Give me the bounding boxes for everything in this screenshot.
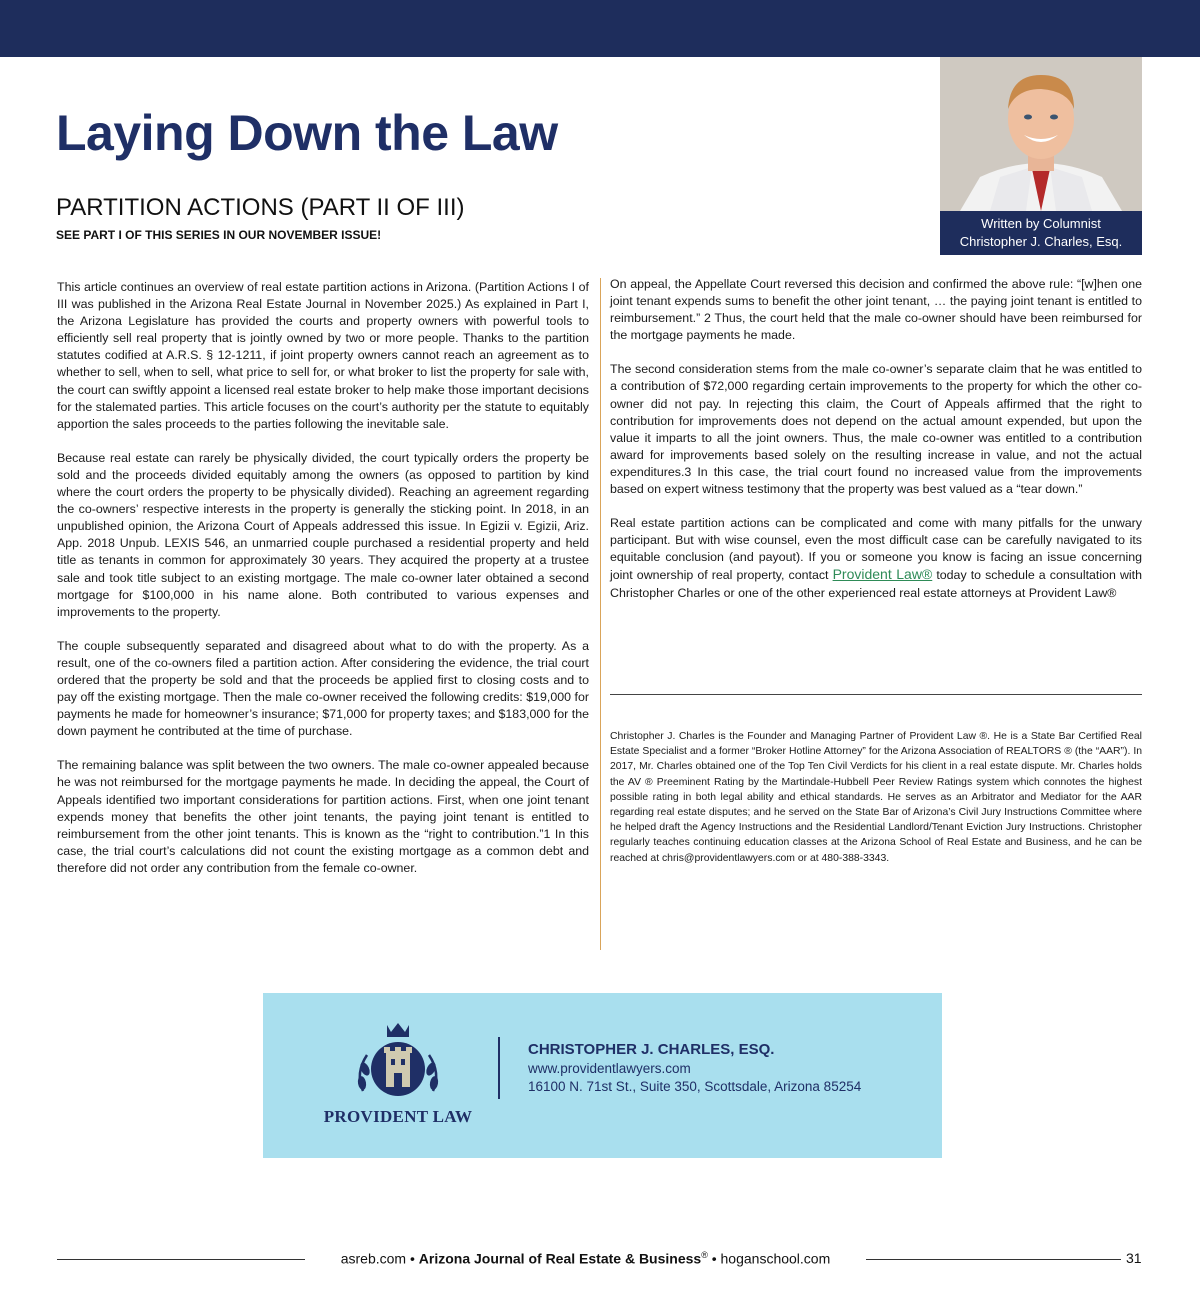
article-paragraph: The remaining balance was split between the two owners. The male co-owner appealed because he was not reimbursed for the mortgage payments he made. In deciding the appeal, the Court of Appeals identified two important considerations for partition actions. First, when one joint tenant expends money that benefits the other joint tenants, the paying joint tenant is entitled to reimbursement from the other joint tenants. This is known as the “right to contribution.”1 In this case, the trial court’s calculations did not count the existing mortgage as a common debt and therefore did not order any contribution from the female co-owner. [57,758,589,875]
page-title: Laying Down the Law [56,105,558,161]
footer-site-asreb[interactable]: asreb.com [340,1250,407,1267]
logo-wordmark: PROVIDENT LAW [323,1107,473,1126]
ad-divider [498,1037,500,1099]
article-paragraph: The couple subsequently separated and disagreed about what to do with the property. As a result, one of the co-owners filed a partition action. After considering the evidence, the trial court ordered that the property be sold and that the proceeds be applied first to closing costs and to pay off the existing mortgage. Then the male co-owner received the following credits: $19,000 for payments he made for homeowner’s insurance; $71,000 for property taxes; and $183,000 for the down payment he contributed at the time of purchase. [57,638,589,739]
author-portrait-illustration [940,57,1142,211]
author-photo [940,57,1142,255]
website-link[interactable]: www.providentlawyers.com [528,1061,691,1076]
article-paragraph: On appeal, the Appellate Court reversed this decision and confirmed the above rule: “[w]hen one joint tenant expends sums to benefit the other joint tenant, … the paying joint tenant is entitled to reimbursement.” 2 Thus, the court held that the male co-owner should have been reimbursed for the mortgage payments he made. [610,277,1142,343]
office-address: 16100 N. 71st St., Suite 350, Scottsdale, Arizona 85254 [528,1079,862,1094]
footer-site-hogan[interactable]: hoganschool.com [720,1250,831,1267]
bio-divider [610,694,1142,695]
author-caption-line1: Written by Columnist [981,216,1101,231]
footer-journal-name: Arizona Journal of Real Estate & Business [418,1250,702,1267]
footer-registered-mark: ® [701,1250,708,1260]
author-caption-name: Christopher J. Charles, Esq. [959,234,1123,249]
article-column-right [610,276,1142,619]
series-note: SEE PART I OF THIS SERIES IN OUR NOVEMBER ISSUE! [56,228,382,242]
footer-rule-left [57,1259,305,1260]
closing-text-pre: Real estate partition actions can be complicated and come with many pitfalls for the unwary participant. But with wise counsel, even the most difficult case can be carefully navigated to its equitable conclusion (and payout). If you or someone you know is facing an issue concerning joint ownership of real property, contact [610,516,1142,583]
footer-rule-right [866,1259,1121,1260]
attorney-name: CHRISTOPHER J. CHARLES, ESQ. [528,1041,775,1058]
page-number: 31 [1126,1250,1142,1266]
provident-law-link[interactable]: Provident Law® [832,566,933,583]
castle-tower-icon [313,1021,483,1105]
article-paragraph: This article continues an overview of real estate partition actions in Arizona. (Partition Actions I of III was published in the Arizona Real Estate Journal in November 2025.) As explained in Part I, the Arizona Legislature has provided the courts and property owners with powerful tools to efficiently sell real property that is jointly owned by two or more people. Thanks to the partition statutes codified at A.R.S. § 12-1211, if joint property owners cannot reach an agreement as to whether to sell, when to sell, what price to sell for, or what broker to list the property for sale with, the court can swiftly appoint a licensed real estate broker to help make those important decisions for the stalemated parties. This article focuses on the court’s authority per the statute to equitably apportion the sales proceeds to the parties following the inevitable sale. [57,280,589,431]
article-subtitle: PARTITION ACTIONS (PART II OF III) [56,194,465,221]
article-paragraph: Because real estate can rarely be physically divided, the court typically orders the property be sold and the proceeds divided equitably among the owners (as opposed to partition by kind where the court orders the property to be physically divided). Reaching an agreement regarding the co-owners’ respective interests in the property is generally the sticking point. In 2018, in an unpublished opinion, the Arizona Court of Appeals addressed this issue. In Egizii v. Egizii, Ariz. App. 2018 Unpub. LEXIS 546, an unmarried couple purchased a residential property and held title as tenants in common for approximately 30 years. They acquired the property at a trustee sale and took title subject to an existing mortgage. The male co-owner later obtained a second mortgage for $100,000 in his name alone. Both contributed to various expenses and improvements to the property. [57,450,589,619]
provident-law-ad [263,993,942,1158]
article-column-left [57,279,589,894]
provident-law-logo [313,1021,483,1131]
closing-paragraph [610,515,1142,601]
top-header-band [0,0,1200,57]
article-paragraph: The second consideration stems from the male co-owner’s separate claim that he was entitled to a contribution of $72,000 regarding certain improvements to the property for which the other co-owner did not pay. In rejecting this claim, the Court of Appeals affirmed that the right to contribution for improvements does not depend on the actual amount expended, but upon the value it imparts to all the joint owners. Thus, the male co-owner was entitled to a contribution award for improvements based solely on the resulting increase in value, and not the actual expenditures.3 In this case, the trial court found no increased value from the improvements based on expert witness testimony that the property was best valued as a “tear down.” [610,362,1142,497]
footer-separator: • [409,1250,415,1267]
footer-credits [305,1250,866,1267]
footer-separator: • [711,1250,717,1267]
closing-text-post: today to schedule a consultation with Christopher Charles or one of the other experienced real estate attorneys at Provident Law® [610,568,1142,600]
author-bio: Christopher J. Charles is the Founder and Managing Partner of Provident Law ®. He is a State Bar Certified Real Estate Specialist and a former “Broker Hotline Attorney” for the Arizona Association of REALTORS ® (the “AAR”). In 2017, Mr. Charles obtained one of the Top Ten Civil Verdicts for his client in a real estate dispute. Mr. Charles holds the AV ® Preeminent Rating by the Martindale-Hubbell Peer Review Ratings system which connotes the highest possible rating in both legal ability and ethical standards. He serves as an Arbitrator and Mediator for the AAR regarding real estate disputes; and he served on the State Bar of Arizona’s Civil Jury Instructions Committee where he helped draft the Agency Instructions and the Residential Landlord/Tenant Eviction Jury Instructions. Christopher regularly teaches continuing education classes at the Arizona School of Real Estate and Business, and he can be reached at chris@providentlawyers.com or at 480-388-3343. [610,731,1142,864]
column-divider [600,278,601,950]
author-caption [940,211,1142,255]
